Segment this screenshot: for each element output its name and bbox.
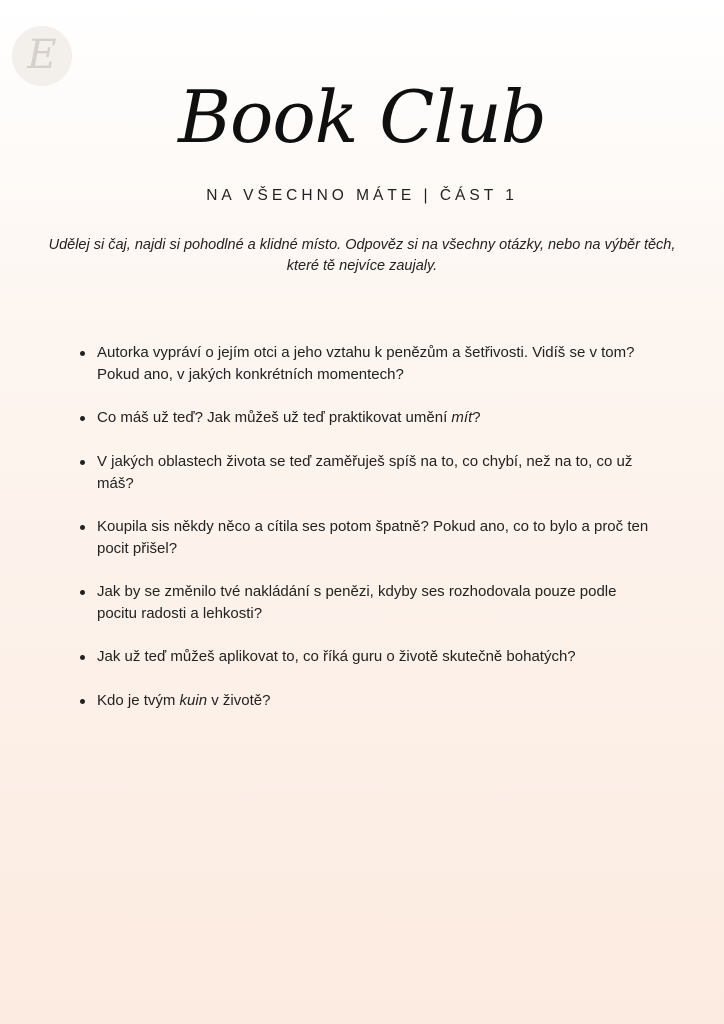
question-text: Co máš už teď? Jak můžeš už teď praktikovat umění [97, 409, 452, 426]
question-text: Jak by se změnilo tvé nakládání s penězi, kdyby ses rozhodovala pouze podle pocitu radosti a lehkosti? [97, 583, 617, 622]
question-item [77, 646, 657, 668]
question-item [77, 581, 657, 625]
question-text: v životě? [207, 692, 271, 709]
question-item [77, 516, 657, 560]
logo-letter: E [27, 32, 57, 78]
question-item [77, 451, 657, 495]
question-text: ? [472, 409, 481, 426]
page-subtitle: NA VŠECHNO MÁTE | ČÁST 1 [206, 187, 518, 204]
question-text: Koupila sis někdy něco a cítila ses potom špatně? Pokud ano, co to bylo a proč ten pocit přišel? [97, 518, 649, 557]
brand-logo [12, 26, 72, 86]
question-item [77, 690, 657, 712]
question-text: Jak už teď můžeš aplikovat to, co říká guru o životě skutečně bohatých? [97, 648, 576, 665]
question-text: V jakých oblastech života se teď zaměřuješ spíš na to, co chybí, než na to, co už máš? [97, 453, 633, 492]
question-text: Kdo je tvým [97, 692, 180, 709]
question-item [77, 407, 657, 429]
question-item [77, 342, 657, 386]
question-list [77, 342, 657, 734]
question-emphasis: mít [451, 409, 473, 426]
intro-text: Udělej si čaj, najdi si pohodlné a klidné místo. Odpověz si na všechny otázky, nebo na výběr těch, které tě nejvíce zaujaly. [48, 237, 676, 274]
question-text: Autorka vypráví o jejím otci a jeho vztahu k penězům a šetřivosti. Vidíš se v tom? Pokud ano, v jakých konkrétních momentech? [97, 344, 635, 383]
question-emphasis: kuin [179, 692, 208, 709]
page-title: Book Club [178, 75, 546, 159]
